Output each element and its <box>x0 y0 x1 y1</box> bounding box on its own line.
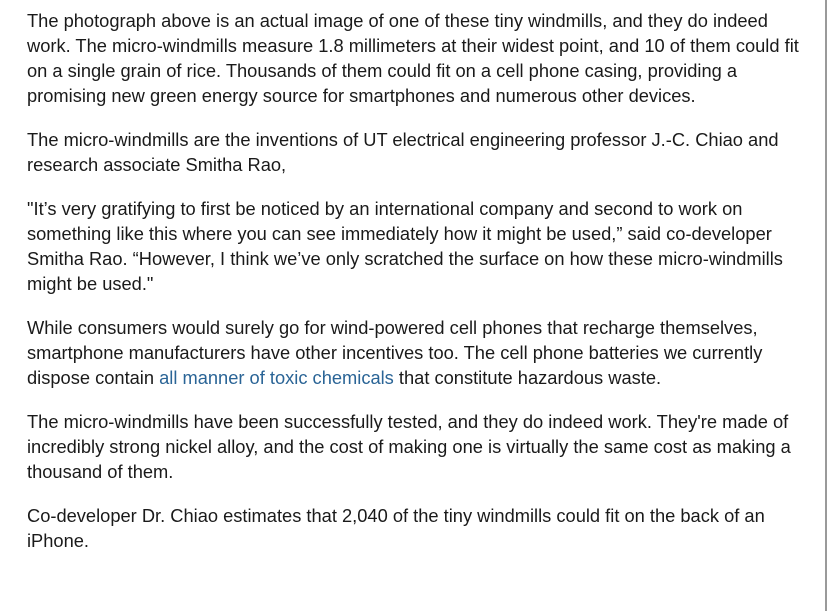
paragraph-quote: "It’s very gratifying to first be noticed by an international company and second to work on something like this where you can see immediately how it might be used,” said co-developer Smitha Rao. “However, I think we’ve only scratched the surface on how these micro-windmills might be used." <box>27 198 783 294</box>
paragraph-iphone-estimate: Co-developer Dr. Chiao estimates that 2,040 of the tiny windmills could fit on the back of an iPhone. <box>27 505 765 551</box>
paragraph-photo-description: The photograph above is an actual image of one of these tiny windmills, and they do indeed work. The micro-windmills measure 1.8 millimeters at their widest point, and 10 of them could fit on a single grain of rice. Thousands of them could fit on a cell phone casing, providing a promising new green energy source for smartphones and numerous other devices. <box>27 10 799 106</box>
paragraph-incentives-text-before: While consumers would surely go for wind-powered cell phones that recharge themselves, smartphone manufacturers have other incentives too. The cell phone batteries we currently dispose contain <box>27 317 763 388</box>
paragraph-incentives <box>27 315 805 390</box>
paragraph-testing: The micro-windmills have been successfully tested, and they do indeed work. They're made of incredibly strong nickel alloy, and the cost of making one is virtually the same cost as making a thousand of them. <box>27 411 791 482</box>
toxic-chemicals-link[interactable]: all manner of toxic chemicals <box>159 367 394 388</box>
paragraph-inventors: The micro-windmills are the inventions of UT electrical engineering professor J.-C. Chiao and research associate Smitha Rao, <box>27 129 779 175</box>
paragraph-incentives-text-after: that constitute hazardous waste. <box>393 367 662 388</box>
